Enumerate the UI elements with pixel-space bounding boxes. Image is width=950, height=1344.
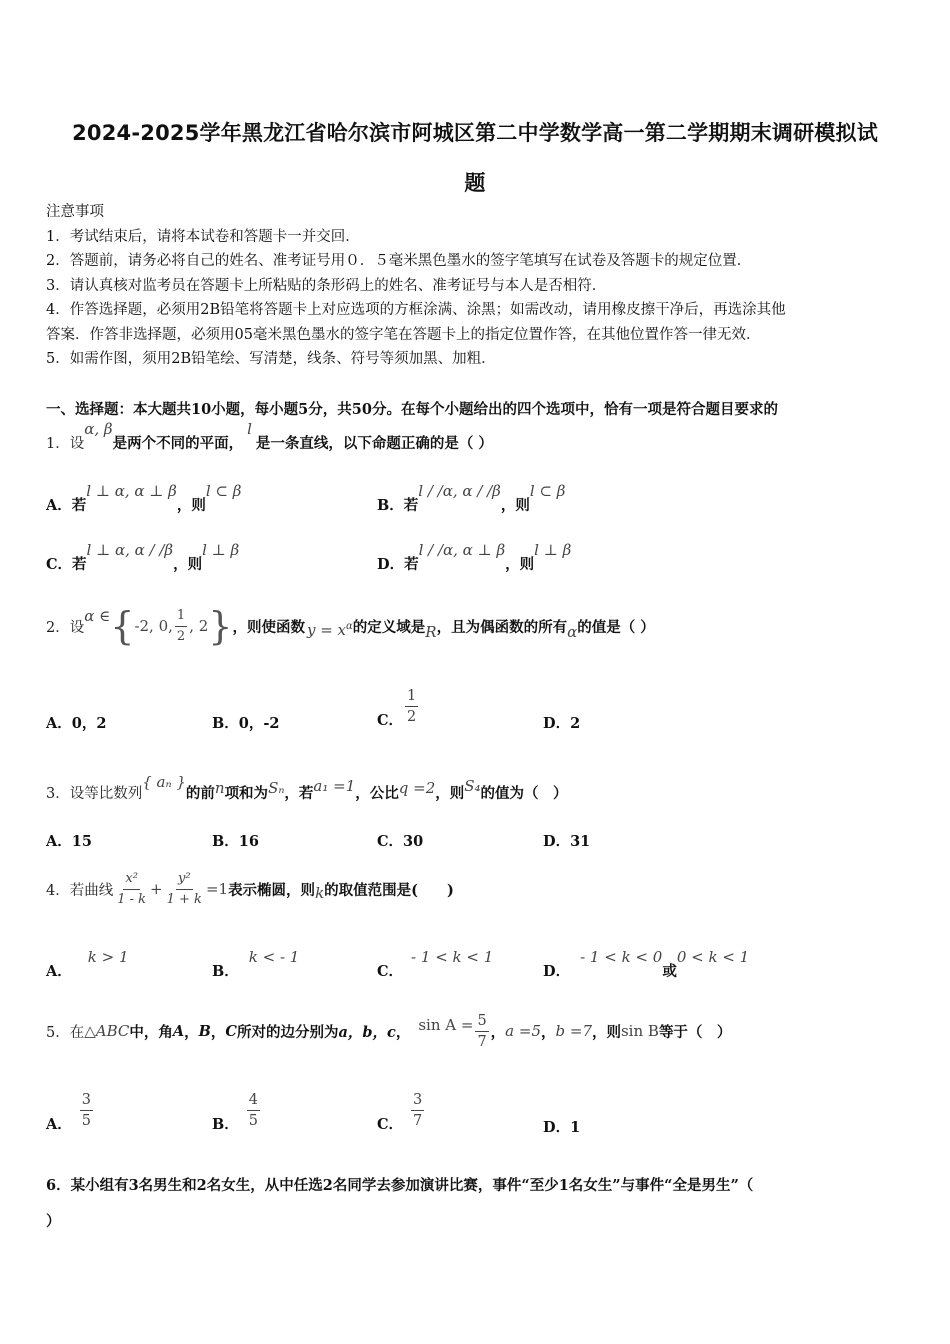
question-5 [46,1008,731,1054]
separator: ， [210,1023,226,1041]
option-label: A． [46,963,72,980]
math-q: q =2 [398,779,436,797]
math-S4: S₄ [464,777,481,795]
q3-option-c: C．30 [377,833,424,850]
math-alpha: α [567,623,578,641]
q3-option-a: A．15 [46,833,92,850]
separator: ， [184,1023,199,1041]
math-alpha-beta: α, β [84,419,113,438]
math-fraction-y [165,869,204,910]
option-or: 或 [662,963,677,980]
question-text: 的前 [185,784,215,802]
math-plus: + [150,880,163,898]
question-text: 表示椭圆，则 [228,881,316,899]
angle-b: B [198,1022,211,1040]
question-text: 等于（ ） [658,1023,732,1041]
math-a: a =5 [505,1022,541,1040]
option-fraction [247,1090,260,1131]
option-result: l ⊥ β [202,540,240,559]
math-sinB: sin B [620,1022,659,1040]
q4-option-c [377,947,494,981]
q2-option-c [377,686,420,727]
option-label: A．若 [46,497,87,514]
q2-option-d: D．2 [543,715,581,732]
note-item: 3．请认真核对监考员在答题卡上所粘贴的条形码上的姓名、准考证号与本人是否相符． [46,277,607,294]
question-text: ，且为偶函数的所有 [436,618,568,636]
question-number: 5．在 [46,1024,85,1041]
q1-option-b [377,481,566,515]
fraction-denominator: 2 [407,709,417,725]
fraction-denominator: 5 [248,1113,258,1129]
fraction-denominator: 1 + k [166,891,202,907]
option-fraction [405,686,418,727]
q4-option-d [543,947,750,981]
option-fraction [411,1090,424,1131]
question-6-line-1: 6．某小组有3名男生和2名女生，从中任选2名同学去参加演讲比赛，事件“至少1名女生”与事件“全是男生”（ [46,1177,754,1194]
section-heading: 一、选择题：本大题共10小题，每小题5分，共50分。在每个小题给出的四个选项中，恰有一项是符合题目要求的 [46,401,778,418]
set-brace-right: } [208,604,233,648]
q5-option-a [46,1090,95,1131]
q4-option-a [46,947,129,981]
fraction-numerator: 1 [175,606,187,627]
option-label: C． [377,963,404,980]
option-label: C． [377,1116,404,1133]
q3-option-b: B．16 [212,833,259,850]
math-triangle: △ABC [84,1022,130,1040]
option-then: ，则 [173,556,203,573]
question-text: 是两个不同的平面， [112,435,244,452]
fraction-numerator: 1 [405,686,418,707]
set-brace-left: { [110,604,135,648]
question-text: ，则 [591,1023,621,1041]
page-title [40,108,910,208]
question-6-line-2: ） [46,1213,61,1230]
option-condition: l / /α, α ⊥ β [418,540,506,559]
set-fraction [175,606,187,647]
option-label: D． [543,963,571,980]
option-label: B． [212,1116,239,1133]
math-alpha-in: α ∈ [84,607,111,625]
math-l: l [247,419,252,438]
question-text: ，则 [435,784,465,802]
math-function [307,621,353,639]
option-condition: l ⊥ α, α / /β [86,540,174,559]
function-base: y = x [306,621,347,639]
fraction-denominator: 2 [176,628,186,644]
question-text: 的值为（ ） [480,784,568,802]
question-number: 4．若曲线 [46,882,114,899]
question-number: 3．设等比数列 [46,785,143,802]
option-math: - 1 < k < 0 [580,947,663,966]
question-3 [46,772,568,812]
math-Sn: Sₙ [268,779,285,797]
fraction-numerator: 4 [247,1090,260,1111]
q5-option-c [377,1090,426,1131]
question-4 [46,866,454,912]
question-1 [46,419,493,453]
question-text: 的定义域是 [352,618,426,636]
q4-option-b [212,947,300,981]
option-label: D．若 [377,556,419,573]
option-result: l ⊂ β [205,481,242,500]
q1-option-a [46,481,242,515]
option-then: ，则 [505,556,535,573]
fraction-numerator: 5 [475,1011,488,1032]
option-label: B． [212,963,239,980]
q3-option-d: D．31 [543,833,591,850]
question-text: 的值是（ ） [577,618,655,636]
option-label: C． [377,712,404,729]
question-text: 是一条直线，以下命题正确的是（ ） [255,435,493,452]
note-item: 答案．作答非选择题，必须用05毫米黑色墨水的签字笔在答题卡上的指定位置作答，在其他位置作答一律无效． [46,326,761,343]
fraction-numerator: 3 [411,1090,424,1111]
option-condition: l ⊥ α, α ⊥ β [86,481,177,500]
notes-block [46,200,906,372]
math-R: R [425,623,437,641]
question-text: ， [541,1023,556,1041]
set-values: -2, 0, [134,617,173,635]
fraction-denominator: 5 [81,1113,91,1129]
title-line-1: 2024-2025学年黑龙江省哈尔滨市阿城区第二中学数学高一第二学期期末调研模拟试 [72,121,878,145]
math-a1: a₁ =1 [313,777,356,795]
option-math: k < - 1 [248,947,300,966]
option-math: - 1 < k < 1 [411,947,494,966]
q1-option-c [46,540,240,574]
option-result: l ⊥ β [534,540,572,559]
question-number: 2．设 [46,619,85,636]
math-fraction-x [115,869,148,910]
set-values: , 2 [189,617,209,635]
note-item: 5．如需作图，须用2B铅笔绘、写清楚，线条、符号等须加黑、加粗． [46,351,496,367]
sides-abc: a，b，c [338,1023,396,1041]
note-item: 2．答题前，请务必将自己的姓名、准考证号用０．５毫米黑色墨水的签字笔填写在试卷及答题卡的规定位置． [46,253,752,269]
question-text: 所对的边分别为 [236,1023,339,1041]
q5-option-b [212,1090,262,1131]
question-text: ， [490,1023,506,1041]
fraction-denominator: 1 - k [117,891,147,907]
option-math: 0 < k < 1 [676,947,750,966]
option-condition: l / /α, α / /β [418,481,501,500]
q2-option-a: A．0，2 [46,715,107,732]
question-text: ， [395,1023,411,1041]
math-fraction-sinA [475,1011,488,1052]
math-sinA: sin A = [418,1016,474,1034]
function-exponent: α [346,621,353,632]
option-math: k > 1 [87,947,129,966]
option-then: ，则 [500,497,530,514]
note-item: 4．作答选择题，必须用2B铅笔将答题卡上对应选项的方框涂满、涂黑；如需改动，请用橡皮擦干净后，再选涂其他 [46,302,786,318]
question-text: 中，角 [129,1023,173,1041]
math-k: k [315,884,325,902]
question-number: 1．设 [46,436,85,452]
notes-heading: 注意事项 [46,204,104,220]
question-text: 项和为 [224,784,269,802]
option-result: l ⊂ β [529,481,566,500]
question-text: 的取值范围是( ) [324,881,454,899]
q1-option-d [377,540,572,574]
option-then: ，则 [176,497,206,514]
question-text: ，则使函数 [232,618,305,636]
question-2 [46,603,655,649]
note-item: 1．考试结束后，请将本试卷和答题卡一并交回． [46,228,360,245]
option-label: A． [46,1116,72,1133]
q5-option-d: D．1 [543,1119,581,1136]
math-sequence: { aₙ } [142,773,186,791]
fraction-numerator: y² [176,869,193,890]
math-equals-one: =1 [205,880,229,898]
fraction-denominator: 7 [413,1113,423,1129]
angle-a: A [172,1022,185,1040]
option-label: B．若 [377,497,419,514]
option-fraction [80,1090,93,1131]
question-text: ，公比 [355,784,399,802]
fraction-denominator: 7 [477,1033,487,1050]
fraction-numerator: 3 [80,1090,93,1111]
math-n: n [214,779,225,797]
math-b: b =7 [555,1022,592,1040]
option-label: C．若 [46,556,87,573]
angle-c: C [225,1022,237,1040]
question-text: ，若 [284,784,314,802]
q2-option-b: B．0，-2 [212,715,280,732]
title-line-2: 题 [464,171,486,195]
fraction-numerator: x² [123,869,140,890]
